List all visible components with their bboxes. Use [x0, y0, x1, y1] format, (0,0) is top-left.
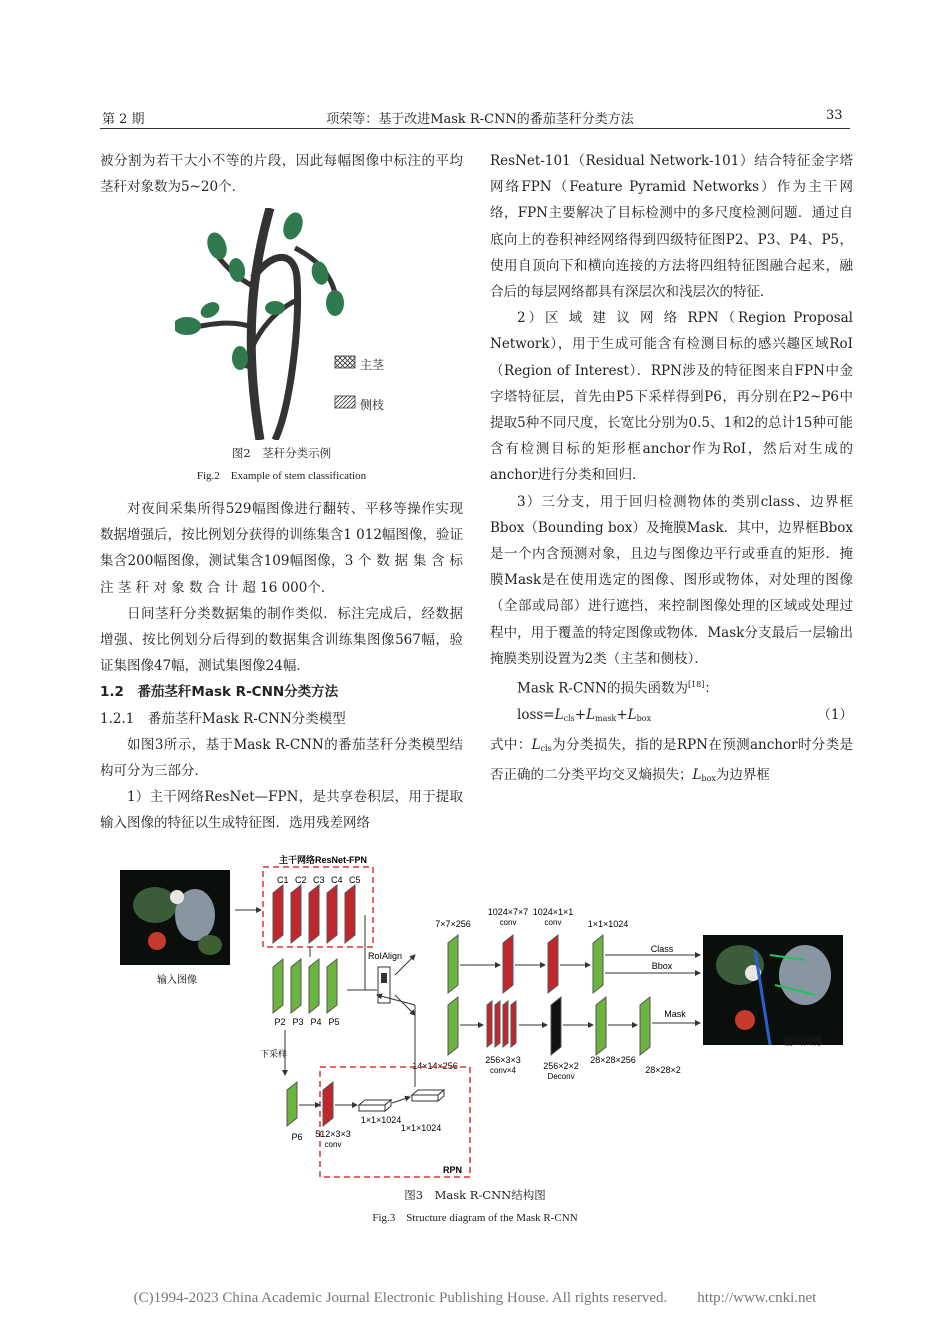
- left-column-body: [100, 496, 463, 837]
- svg-text:P6: P6: [291, 1132, 303, 1142]
- downsample-label: 下采样: [260, 1049, 288, 1059]
- legend-branch: 侧枝: [360, 398, 385, 412]
- section-heading-1-2-1: 1.2.1 番茄茎秆Mask R-CNN分类模型: [100, 710, 346, 727]
- svg-text:1×1×1024: 1×1×1024: [587, 919, 629, 929]
- c-label: C1: [277, 875, 289, 885]
- c-label: C5: [349, 875, 361, 885]
- svg-text:1024×7×7: 1024×7×7: [487, 907, 529, 917]
- left-paragraph-2: 对夜间采集所得529幅图像进行翻转、平移等操作实现数据增强后，按比例划分获得的训练集含1 012幅图像，验证集含200幅图像，测试集含109幅图像，3 个 数 据 集 含 标 注 茎 秆 对 象 数 合 计 超 16 000个．: [100, 501, 463, 596]
- output-label: 输出图像: [783, 1037, 823, 1048]
- c-label: C2: [295, 875, 307, 885]
- right-paragraph-4: Mask R-CNN的损失函数为[18]：: [517, 680, 718, 697]
- legend-main-stem: 主茎: [360, 358, 385, 372]
- output-image: [703, 935, 843, 1045]
- mask-label: Mask: [664, 1009, 686, 1019]
- svg-text:1×1×1024: 1×1×1024: [360, 1115, 402, 1125]
- class-label: Class: [650, 944, 674, 954]
- c-label: C3: [313, 875, 325, 885]
- svg-text:1024×1×1: 1024×1×1: [532, 907, 574, 917]
- svg-text:512×3×3: 512×3×3: [315, 1129, 351, 1139]
- p-blocks: [273, 959, 337, 1013]
- svg-text:conv: conv: [499, 918, 517, 927]
- left-column-top: [100, 148, 463, 200]
- figure-3-diagram: [115, 855, 855, 1185]
- p-label: P2: [274, 1017, 286, 1027]
- input-label: 输入图像: [157, 975, 197, 986]
- copyright-footer: (C)1994-2023 China Academic Journal Electronic Publishing House. All rights reserved. http://www.cnki.net: [133, 1290, 817, 1306]
- svg-text:14×14×256: 14×14×256: [412, 1061, 458, 1071]
- p-label: P4: [310, 1017, 322, 1027]
- figure-2-caption-cn: 图2 茎秆分类示例: [231, 446, 332, 460]
- header-rule: [100, 128, 850, 129]
- running-title: 项荣等：基于改进Mask R-CNN的番茄茎秆分类方法: [326, 112, 634, 127]
- bbox-label: Bbox: [651, 961, 673, 971]
- issue-number: 第 2 期: [102, 112, 145, 127]
- right-paragraph-5: 式中：$L_{cls}$为分类损失，指的是RPN在预测anchor时分类是否正确的二分类平均交叉熵损失；$L_{box}$为边界框: [490, 736, 854, 784]
- equation-1: $loss=L_{cls}+L_{mask}+L_{box}$ （1）: [490, 702, 853, 732]
- c-label: C4: [331, 875, 343, 885]
- equation-number: （1）: [817, 706, 853, 723]
- svg-text:1×1×1024: 1×1×1024: [400, 1123, 442, 1133]
- rpn-label: RPN: [442, 1165, 462, 1175]
- left-paragraph-5: 1）主干网络ResNet—FPN，是共享卷积层，用于提取输入图像的特征以生成特征图．选用残差网络: [100, 789, 463, 832]
- svg-text:conv×4: conv×4: [489, 1066, 517, 1075]
- section-heading-1-2: 1.2 番茄茎秆Mask R-CNN分类方法: [100, 684, 339, 701]
- svg-text:28×28×256: 28×28×256: [590, 1055, 636, 1065]
- left-paragraph-3: 日间茎秆分类数据集的制作类似．标注完成后，经数据增强、按比例划分后得到的数据集含训练集图像567幅，验证集图像47幅，测试集图像24幅．: [100, 605, 463, 675]
- left-paragraph-1: 被分割为若干大小不等的片段，因此每幅图像中标注的平均茎秆对象数为5~20个．: [100, 153, 463, 196]
- figure-3-caption-cn: 图3 Mask R-CNN结构图: [404, 1188, 546, 1202]
- citation-ref: [18]: [687, 680, 705, 690]
- svg-text:28×28×2: 28×28×2: [645, 1065, 681, 1075]
- right-paragraph-3: 3）三分支，用于回归检测物体的类别class、边界框Bbox（Bounding box）及掩膜Mask．其中，边界框Bbox是一个内含预测对象，且边与图像边平行或垂直的矩形．掩膜Mask是在使用选定的图像、图形或物体，对处理的图像（全部或局部）进行遮挡，来控制图像处理的区域或处理过程中，用于覆盖的特定图像或物体．Mask分支最后一层输出掩膜类别设置为2类（主茎和侧枝）．: [490, 493, 853, 667]
- svg-text:256×2×2: 256×2×2: [543, 1061, 579, 1071]
- svg-text:conv: conv: [544, 918, 562, 927]
- p-label: P3: [292, 1017, 304, 1027]
- right-column: [490, 148, 853, 792]
- figure-3-caption-en: Fig.3 Structure diagram of the Mask R-CNN: [372, 1212, 578, 1224]
- roialign-label: RoIAlign: [367, 951, 403, 961]
- top-a-label: 7×7×256: [435, 919, 471, 929]
- right-paragraph-1: ResNet-101（Residual Network-101）结合特征金字塔网络FPN（Feature Pyramid Networks）作为主干网络，FPN主要解决了目标检测中的多尺度检测问题．通过自底向上的卷积神经网络得到四级特征图P2、P3、P4、P5，使用自顶向下和横向连接的方法将四组特征图融合起来，融合后的每层网络都具有深层次和浅层次的特征．: [490, 153, 853, 301]
- c-blocks: [273, 885, 355, 943]
- svg-text:256×3×3: 256×3×3: [485, 1055, 521, 1065]
- backbone-title: 主干网络ResNet-FPN: [278, 855, 368, 865]
- page-number: 33: [826, 108, 843, 123]
- figure-2-caption-en: Fig.2 Example of stem classification: [196, 470, 367, 482]
- right-paragraph-2: 2）区 域 建 议 网 络 RPN（Region Proposal Network），用于生成可能含有检测目标的感兴趣区域RoI（Region of Interest）．RPN涉及的特征图来自FPN中金字塔特征层，首先由P5下采样得到P6，再分别在P2~P6中提取5种不同尺度，长宽比分别为0.5、1和2的总计15种可能含有检测目标的矩形框anchor作为RoI，然后对生成的anchor进行分类和回归．: [490, 310, 853, 484]
- svg-text:Deconv: Deconv: [547, 1072, 575, 1081]
- left-paragraph-4: 如图3所示，基于Mask R-CNN的番茄茎秆分类模型结构可分为三部分．: [100, 736, 463, 780]
- p-label: P5: [328, 1017, 340, 1027]
- svg-text:conv: conv: [324, 1140, 342, 1149]
- input-image: [120, 870, 230, 965]
